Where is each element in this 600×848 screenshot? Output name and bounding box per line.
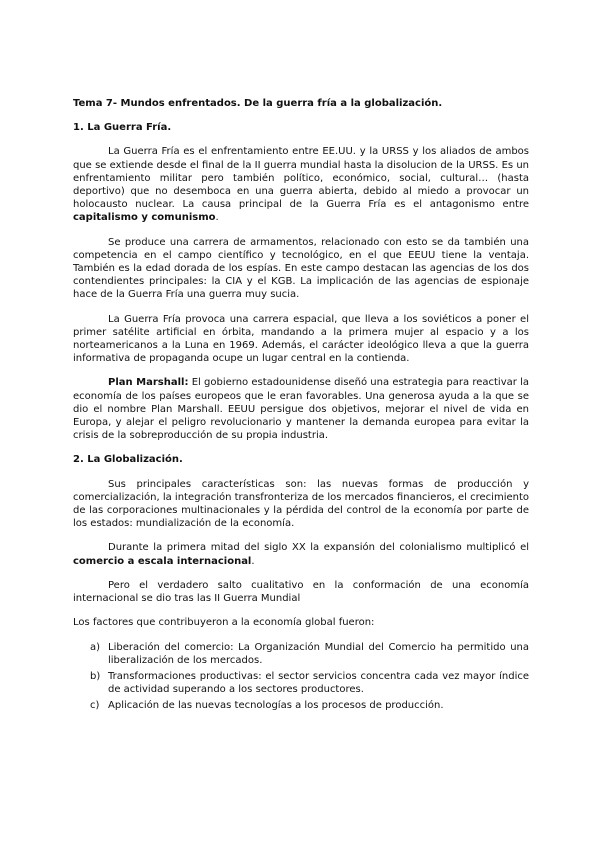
list-item-text: Liberación del comercio: La Organización Mundial del Comercio ha permitido una liberalización de los mercados.: [108, 641, 529, 666]
paragraph-colonialismo: [73, 541, 529, 567]
paragraph-text: Durante la primera mitad del siglo XX la expansión del colonialismo multiplicó el: [108, 542, 529, 554]
paragraph-text: El gobierno estadounidense diseñó una estrategia para reactivar la economía de los países europeos que le eran favorables. Una generosa ayuda a la que se dio el nombre Plan Marshall. EEUU persigue dos objetivos, mejorar el nivel de vida en Europa, y alejar el peligro revolucionario y mantener la demanda europea para evitar la crisis de la sobreproducción de su propia industria.: [73, 377, 529, 442]
paragraph-end: .: [251, 555, 255, 567]
section-heading-guerra-fria: 1. La Guerra Fría.: [73, 122, 172, 134]
list-marker: c): [90, 700, 100, 712]
document-title: Tema 7- Mundos enfrentados. De la guerra fría a la globalización.: [73, 98, 443, 109]
bold-phrase: Plan Marshall:: [108, 377, 189, 389]
factors-list: [73, 641, 529, 713]
section-heading-globalizacion: 2. La Globalización.: [73, 454, 183, 466]
list-marker: b): [90, 670, 101, 682]
list-item: [73, 670, 529, 696]
paragraph-plan-marshall: [73, 376, 529, 442]
paragraph-factores-intro: Los factores que contribuyeron a la economía global fueron:: [73, 617, 375, 629]
paragraph-end: .: [215, 212, 219, 224]
list-item-text: Transformaciones productivas: el sector servicios concentra cada vez mayor índice de actividad superando a los sectores productores.: [108, 670, 529, 696]
paragraph-carrera-espacial: La Guerra Fría provoca una carrera espacial, que lleva a los soviéticos a poner el primer satélite artificial en órbita, mandando a la primera mujer al espacio y a los norteamericanos a la Luna en 1969. Además, el carácter ideológico lleva a que la guerra informativa de propaganda ocupe un lugar central en la contienda.: [73, 313, 529, 365]
list-marker: a): [90, 641, 101, 653]
list-item: [73, 641, 529, 667]
bold-phrase: capitalismo y comunismo: [73, 212, 216, 224]
list-item: [73, 699, 529, 712]
paragraph-salto-cualitativo: Pero el verdadero salto cualitativo en la conformación de una economía internacional se dio tras las II Guerra Mundial: [73, 579, 529, 605]
paragraph-text: La Guerra Fría es el enfrentamiento entre EE.UU. y la URSS y los aliados de ambos que se extiende desde el final de la II guerra mundial hasta la disolucion de la URSS. Es un enfrentamiento militar pero también político, económico, social, cultural… (hasta deportivo) que no desemboca en una guerra abierta, debido al miedo a provocar un holocausto nuclear. La causa principal de la Guerra Fría es el antagonismo entre: [73, 146, 529, 211]
list-item-text: Aplicación de las nuevas tecnologías a los procesos de producción.: [108, 700, 444, 712]
paragraph-caracteristicas: Sus principales características son: las nuevas formas de producción y comercialización, la integración transfronteriza de los mercados financieros, el crecimiento de las corporaciones multinacionales y la pérdida del control de la economía por parte de los estados: mundialización de la economía.: [73, 478, 530, 530]
paragraph-armamentos: Se produce una carrera de armamentos, relacionado con esto se da también una competencia en el campo científico y tecnológico, en el que EEUU tiene la ventaja. También es la edad dorada de los espías. En este campo destacan las agencias de los dos contendientes principales: la CIA y el KGB. La implicación de las agencias de espionaje hace de la Guerra Fría una guerra muy sucia.: [73, 236, 529, 301]
document-page: [73, 97, 529, 716]
paragraph-guerra-fria-intro: [73, 145, 529, 224]
bold-phrase: comercio a escala internacional: [73, 555, 252, 567]
